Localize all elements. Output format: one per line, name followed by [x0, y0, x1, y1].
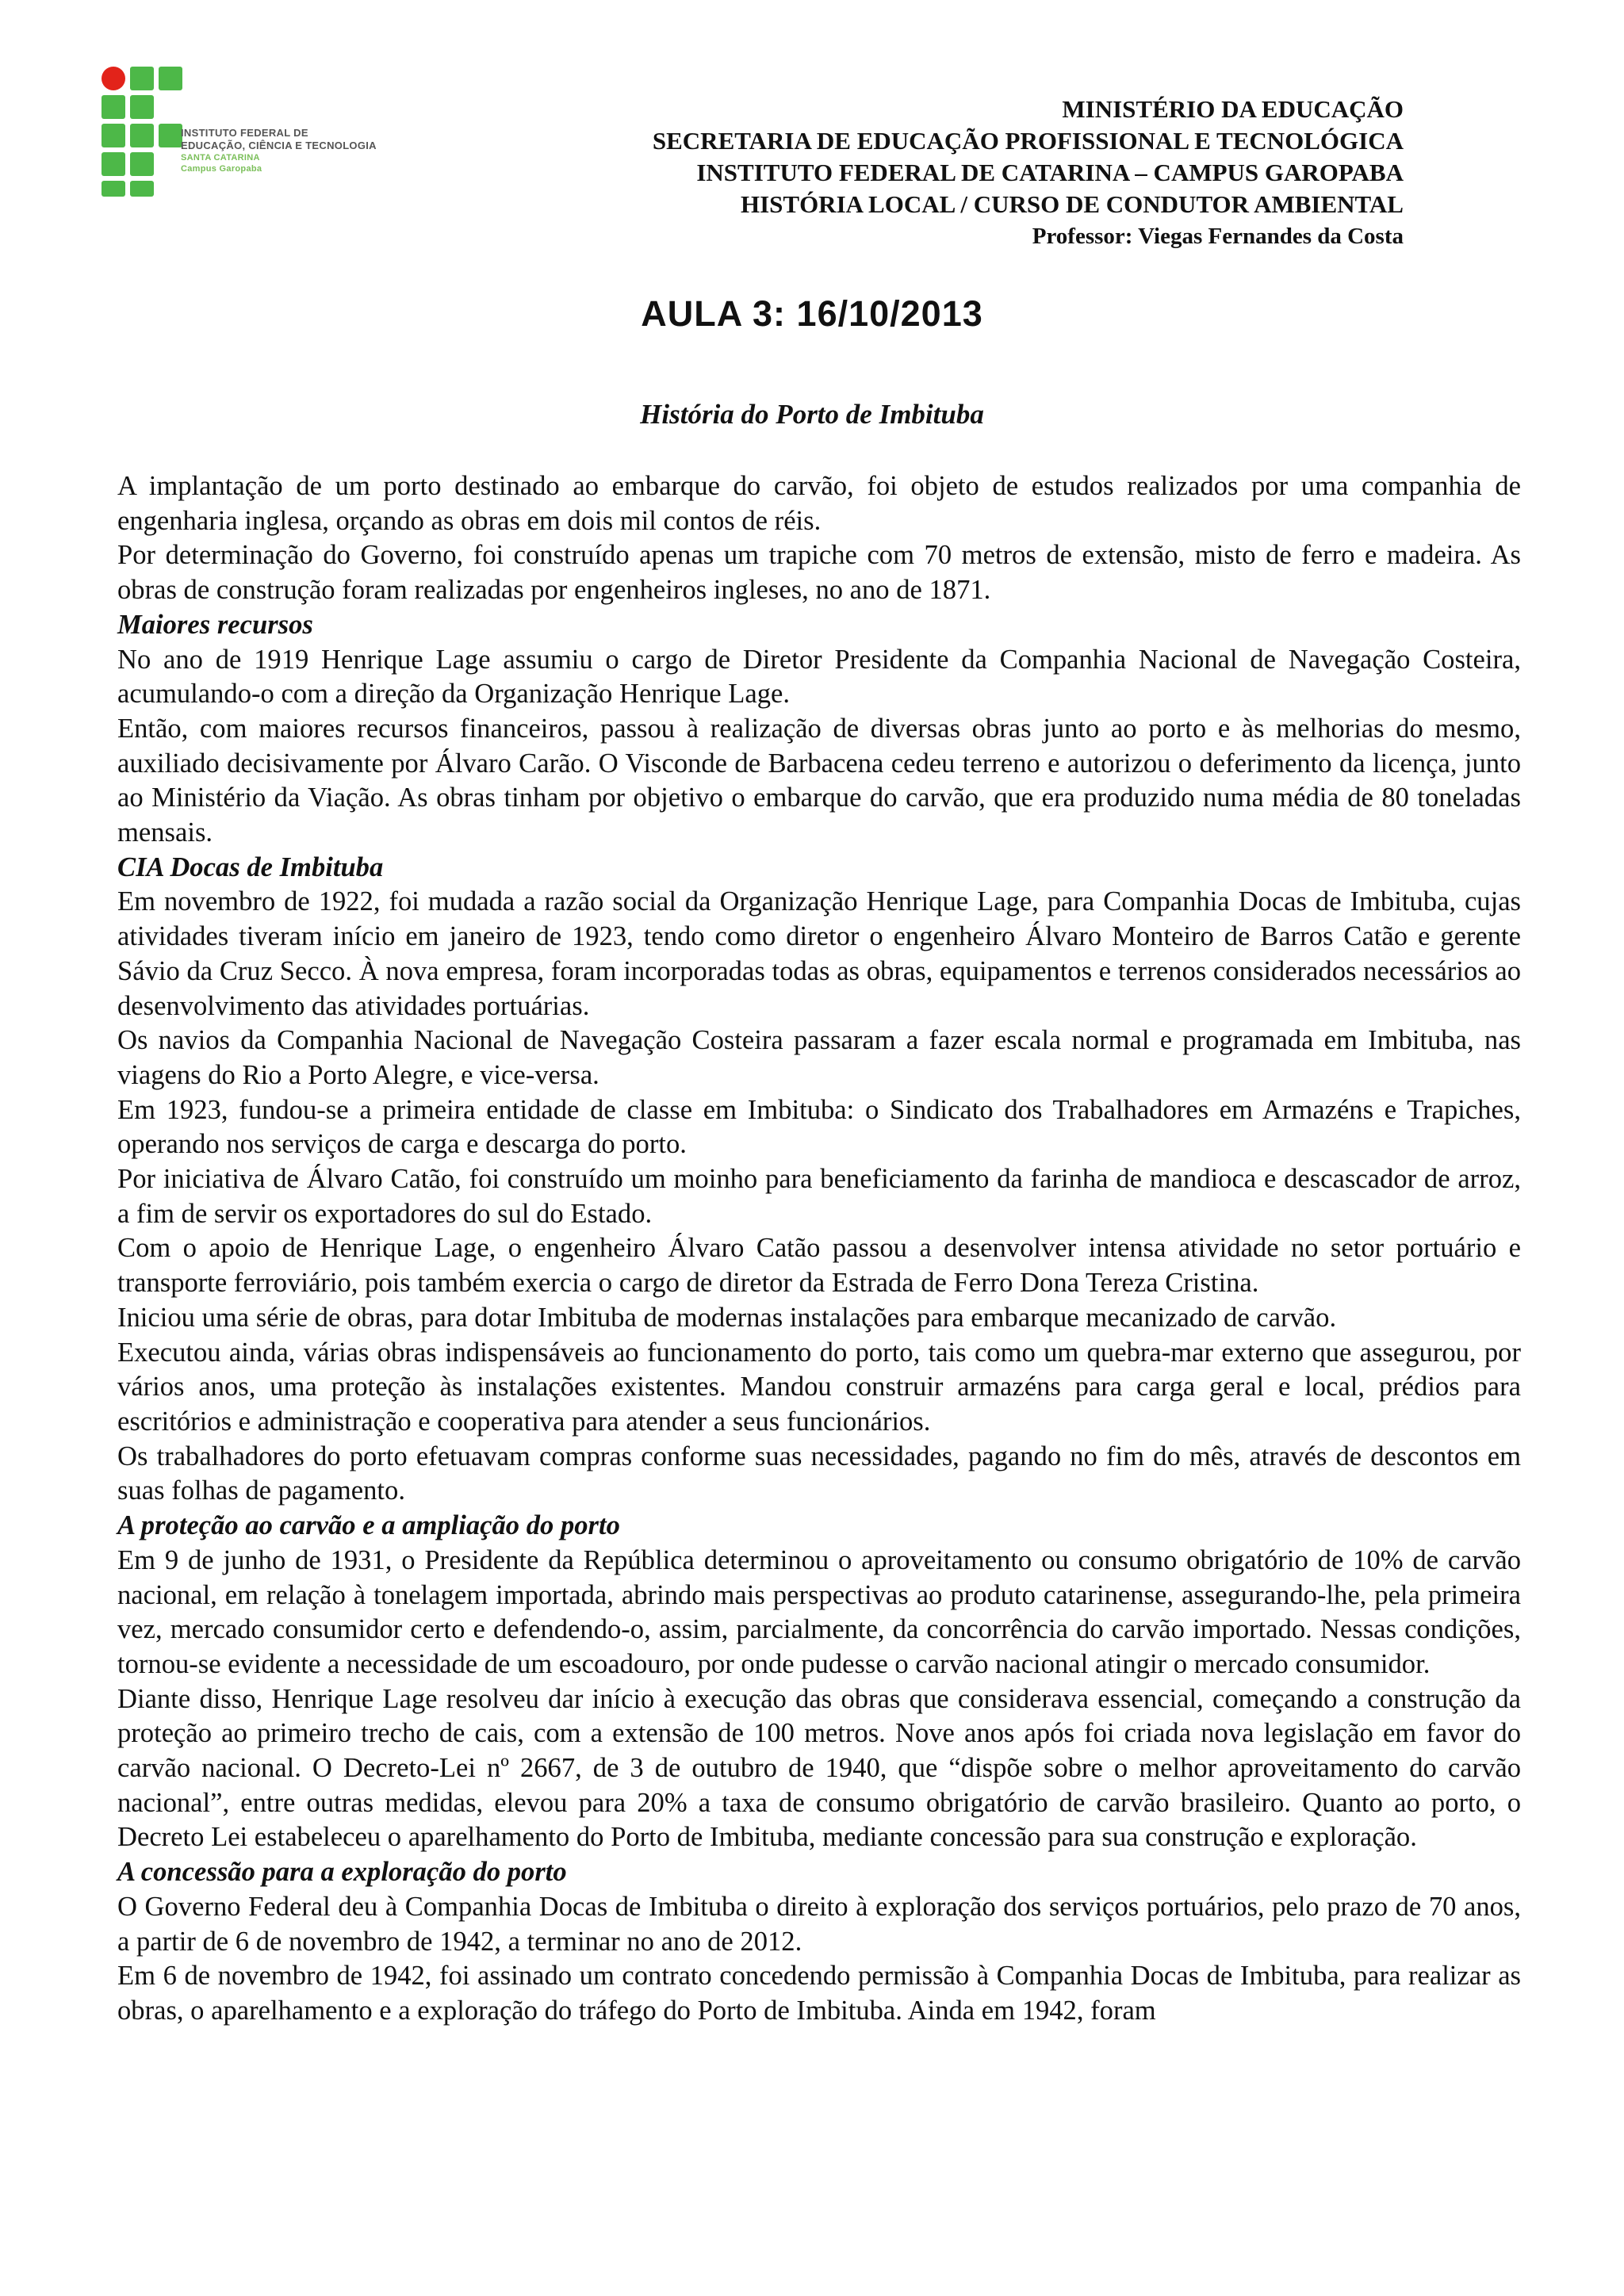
paragraph: No ano de 1919 Henrique Lage assumiu o cargo de Diretor Presidente da Companhia Nacional de Navegação Costeira, acumulando-o com a direção da Organização Henrique Lage. [117, 644, 1521, 710]
section-heading: A proteção ao carvão e a ampliação do porto [117, 1510, 620, 1541]
header-course: HISTÓRIA LOCAL / CURSO DE CONDUTOR AMBIENTAL [740, 190, 1404, 218]
paragraph: Com o apoio de Henrique Lage, o engenheiro Álvaro Catão passou a desenvolver intensa atividade no setor portuário e transporte ferroviário, pois também exercia o cargo de diretor da Estrada de Ferro Dona Tereza Cristina. [117, 1233, 1521, 1299]
section-heading: A concessão para a exploração do porto [117, 1857, 567, 1888]
paragraph: Então, com maiores recursos financeiros, passou à realização de diversas obras junto ao porto e às melhorias do mesmo, auxiliado decisivamente por Álvaro Carão. O Visconde de Barbacena cedeu terreno e autorizou o deferimento da licença, junto ao Ministério da Viação. As obras tinham por objetivo o embarque do carvão, que era produzido numa média de 80 toneladas mensais. [117, 713, 1521, 848]
paragraph: Executou ainda, várias obras indispensáveis ao funcionamento do porto, tais como um quebra-mar externo que assegurou, por vários anos, uma proteção às instalações existentes. Mandou construir armazéns para carga geral e local, prédios para escritórios e administração e cooperativa para atender a seus funcionários. [117, 1337, 1521, 1437]
body-text [117, 469, 1521, 2029]
paragraph: Em 1923, fundou-se a primeira entidade de classe em Imbituba: o Sindicato dos Trabalhadores em Armazéns e Trapiches, operando nos serviços de carga e descarga do porto. [117, 1094, 1521, 1160]
header-ministry: MINISTÉRIO DA EDUCAÇÃO [1062, 95, 1404, 123]
header-secretariat: SECRETARIA DE EDUCAÇÃO PROFISSIONAL E TECNOLÓGICA [652, 127, 1404, 155]
paragraph: Iniciou uma série de obras, para dotar Imbituba de modernas instalações para embarque mecanizado de carvão. [117, 1302, 1337, 1333]
section-heading: Maiores recursos [117, 609, 313, 640]
logo-line-2: EDUCAÇÃO, CIÊNCIA E TECNOLOGIA [181, 140, 377, 151]
paragraph: Por iniciativa de Álvaro Catão, foi construído um moinho para beneficiamento da farinha de mandioca e descascador de arroz, a fim de servir os exportadores do sul do Estado. [117, 1164, 1521, 1229]
paragraph: A implantação de um porto destinado ao embarque do carvão, foi objeto de estudos realizados por uma companhia de engenharia inglesa, orçando as obras em dois mil contos de réis. [117, 471, 1521, 536]
logo-line-1: INSTITUTO FEDERAL DE [181, 127, 308, 139]
paragraph: Os trabalhadores do porto efetuavam compras conforme suas necessidades, pagando no fim do mês, através de descontos em suas folhas de pagamento. [117, 1441, 1521, 1506]
logo-line-4: Campus Garopaba [181, 164, 262, 174]
header-institute: INSTITUTO FEDERAL DE CATARINA – CAMPUS GAROPABA [696, 159, 1404, 186]
logo-mark-icon [98, 63, 186, 198]
logo-text [181, 127, 387, 174]
section-heading: CIA Docas de Imbituba [117, 851, 384, 882]
paragraph: Diante disso, Henrique Lage resolveu dar início à execução das obras que considerava essencial, começando a construção da proteção ao primeiro trecho de cais, com a extensão de 100 metros. Nove anos após foi criada nova legislação em favor do carvão nacional. O Decreto-Lei nº 2667, de 3 de outubro de 1940, que “dispõe sobre o melhor aproveitamento do carvão nacional”, entre outras medidas, elevou para 20% a taxa de consumo obrigatório de carvão brasileiro. Quanto ao porto, o Decreto Lei estabeleceu o aparelhamento do Porto de Imbituba, mediante concessão para sua construção e exploração. [117, 1683, 1521, 1853]
paragraph: Os navios da Companhia Nacional de Navegação Costeira passaram a fazer escala normal e programada em Imbituba, nas viagens do Rio a Porto Alegre, e vice-versa. [117, 1025, 1521, 1090]
paragraph: Em 9 de junho de 1931, o Presidente da República determinou o aproveitamento ou consumo obrigatório de 10% de carvão nacional, em relação à tonelagem importada, abrindo mais perspectivas ao produto catarinense, assegurando-lhe, pela primeira vez, mercado consumidor certo e defendendo-o, assim, parcialmente, da concorrência do carvão importado. Nessas condições, tornou-se evidente a necessidade de um escoadouro, por onde pudesse o carvão nacional atingir o mercado consumidor. [117, 1544, 1521, 1679]
document-subtitle: História do Porto de Imbituba [640, 399, 984, 430]
paragraph: O Governo Federal deu à Companhia Docas de Imbituba o direito à exploração dos serviços portuários, pelo prazo de 70 anos, a partir de 6 de novembro de 1942, a terminar no ano de 2012. [117, 1891, 1521, 1957]
paragraph: Por determinação do Governo, foi construído apenas um trapiche com 70 metros de extensão, misto de ferro e madeira. As obras de construção foram realizadas por engenheiros ingleses, no ano de 1871. [117, 540, 1521, 606]
paragraph: Em 6 de novembro de 1942, foi assinado um contrato concedendo permissão à Companhia Docas de Imbituba, para realizar as obras, o aparelhamento e a exploração do tráfego do Porto de Imbituba. Ainda em 1942, foram [117, 1961, 1521, 2026]
header-professor: Professor: Viegas Fernandes da Costa [1032, 224, 1404, 249]
logo-line-3: SANTA CATARINA [181, 153, 260, 163]
lesson-title: AULA 3: 16/10/2013 [641, 293, 983, 334]
document-header [373, 94, 1404, 252]
institute-logo [98, 63, 384, 198]
paragraph: Em novembro de 1922, foi mudada a razão social da Organização Henrique Lage, para Companhia Docas de Imbituba, cujas atividades tiveram início em janeiro de 1923, tendo como diretor o engenheiro Álvaro Monteiro de Barros Catão e gerente Sávio da Cruz Secco. À nova empresa, foram incorporadas todas as obras, equipamentos e terrenos considerados necessários ao desenvolvimento das atividades portuárias. [117, 886, 1521, 1021]
